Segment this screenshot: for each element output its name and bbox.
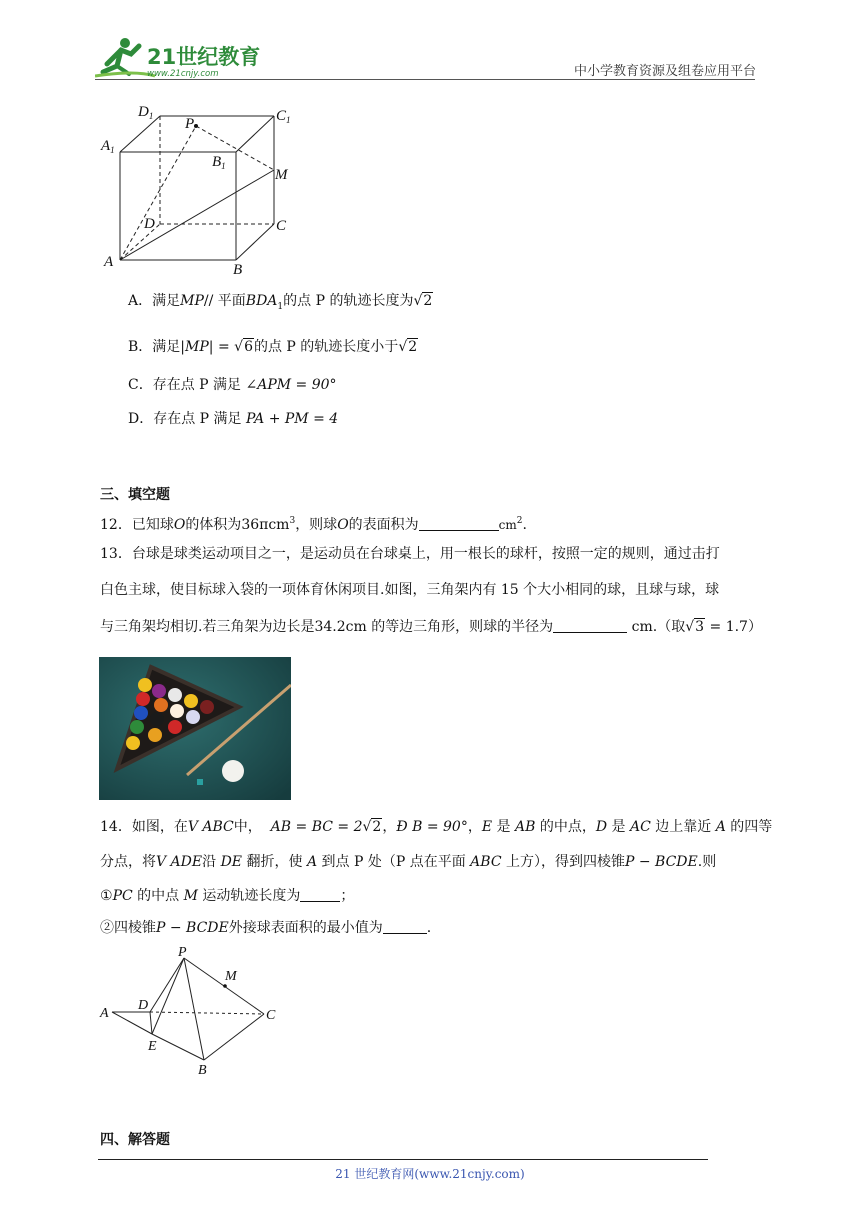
segment-de bbox=[150, 1012, 152, 1034]
segment-ap bbox=[120, 126, 196, 260]
chalk bbox=[197, 779, 203, 785]
label-c1: $C_1$ bbox=[276, 108, 291, 125]
label-b1: $B_1$ bbox=[212, 154, 226, 171]
question-14-part-2: ②四棱锥P − BCDE外接球表面积的最小值为 . bbox=[100, 920, 432, 936]
label-d: D bbox=[138, 998, 149, 1013]
label-d1: $D_1$ bbox=[138, 104, 154, 121]
segment-pm bbox=[196, 126, 274, 170]
answer-blank-14-2[interactable] bbox=[383, 919, 427, 934]
label-m: M bbox=[275, 167, 288, 183]
pyramid-figure bbox=[98, 942, 298, 1077]
edge-a1d1 bbox=[120, 116, 160, 152]
answer-blank-14-1[interactable] bbox=[300, 887, 340, 902]
question-13-line-3: 与三角架均相切.若三角架为边长是34.2cm 的等边三角形，则球的半径为 cm.（取√3 = 1.7） bbox=[100, 619, 762, 635]
label-c: C bbox=[266, 1008, 276, 1023]
label-a: A bbox=[104, 254, 114, 270]
label-p: P bbox=[178, 945, 187, 960]
option-d: D．存在点 P 满足 PA + PM = 4 bbox=[128, 411, 339, 427]
edge-bc bbox=[236, 224, 274, 260]
billiards-photo bbox=[99, 657, 291, 800]
label-a: A bbox=[100, 1006, 109, 1021]
point-m bbox=[223, 984, 227, 988]
label-c: C bbox=[276, 218, 287, 234]
label-d: D bbox=[144, 216, 155, 232]
segment-dc bbox=[150, 1012, 264, 1014]
question-14-line-2: 分点，将V ADE沿 DE 翻折，使 A 到点 P 处（P 点在平面 ABC 上方），得到四棱锥P − BCDE.则 bbox=[100, 854, 717, 870]
section-4-title: 四、解答题 bbox=[100, 1132, 170, 1148]
question-13-line-1: 13．台球是球类运动项目之一，是运动员在台球桌上，用一根长的球杆，按照一定的规则，通过击打 bbox=[100, 546, 720, 562]
answer-blank-13[interactable] bbox=[553, 618, 627, 633]
option-c: C．存在点 P 满足 ∠APM = 90° bbox=[128, 377, 337, 393]
segment-pd bbox=[150, 958, 184, 1012]
cube-figure bbox=[98, 100, 308, 280]
segment-pe bbox=[152, 958, 184, 1034]
option-b: B．满足|MP| = √6的点 P 的轨迹长度小于√2 bbox=[128, 339, 418, 355]
segment-bc bbox=[204, 1014, 264, 1060]
site-logo bbox=[95, 36, 265, 80]
header-platform-text: 中小学教育资源及组卷应用平台 bbox=[573, 64, 756, 79]
segment-eb bbox=[152, 1034, 204, 1060]
question-14-line-1: 14．如图，在V ABC中， AB = BC = 2√2，Ð B = 90°，E 是 AB 的中点，D 是 AC 边上靠近 A 的四等 bbox=[100, 819, 773, 835]
label-b: B bbox=[198, 1063, 207, 1077]
cue-ball bbox=[222, 760, 244, 782]
runner-logo-icon bbox=[95, 38, 155, 76]
option-a: A．满足MP// 平面$BDA_1$的点 P 的轨迹长度为√2 bbox=[128, 293, 433, 312]
label-b: B bbox=[233, 262, 243, 278]
question-14-part-1: ①PC 的中点 M 运动轨迹长度为 ； bbox=[100, 888, 355, 904]
label-a1: $A_1$ bbox=[101, 138, 115, 155]
label-m: M bbox=[225, 969, 237, 984]
edge-b1c1 bbox=[236, 116, 274, 152]
footer-divider bbox=[98, 1159, 708, 1160]
label-e: E bbox=[148, 1039, 157, 1054]
footer-link[interactable]: 21 世纪教育网(www.21cnjy.com) bbox=[335, 1167, 525, 1181]
point-p bbox=[194, 124, 198, 128]
segment-ae bbox=[112, 1012, 152, 1034]
question-12: 12．已知球O的体积为36πcm$^3$，则球O的表面积为 $cm^2$. bbox=[100, 516, 527, 533]
header-divider bbox=[95, 79, 755, 80]
label-p: P bbox=[185, 116, 195, 132]
segment-pb bbox=[184, 958, 204, 1060]
logo-wordmark: 21世纪教育 bbox=[147, 45, 261, 69]
section-3-title: 三、填空题 bbox=[100, 487, 170, 503]
logo-url: www.21cnjy.com bbox=[147, 69, 219, 79]
question-13-line-2: 白色主球，使目标球入袋的一项体育休闲项目.如图，三角架内有 15 个大小相同的球，且球与球，球 bbox=[100, 582, 720, 598]
answer-blank-12[interactable] bbox=[419, 516, 499, 531]
